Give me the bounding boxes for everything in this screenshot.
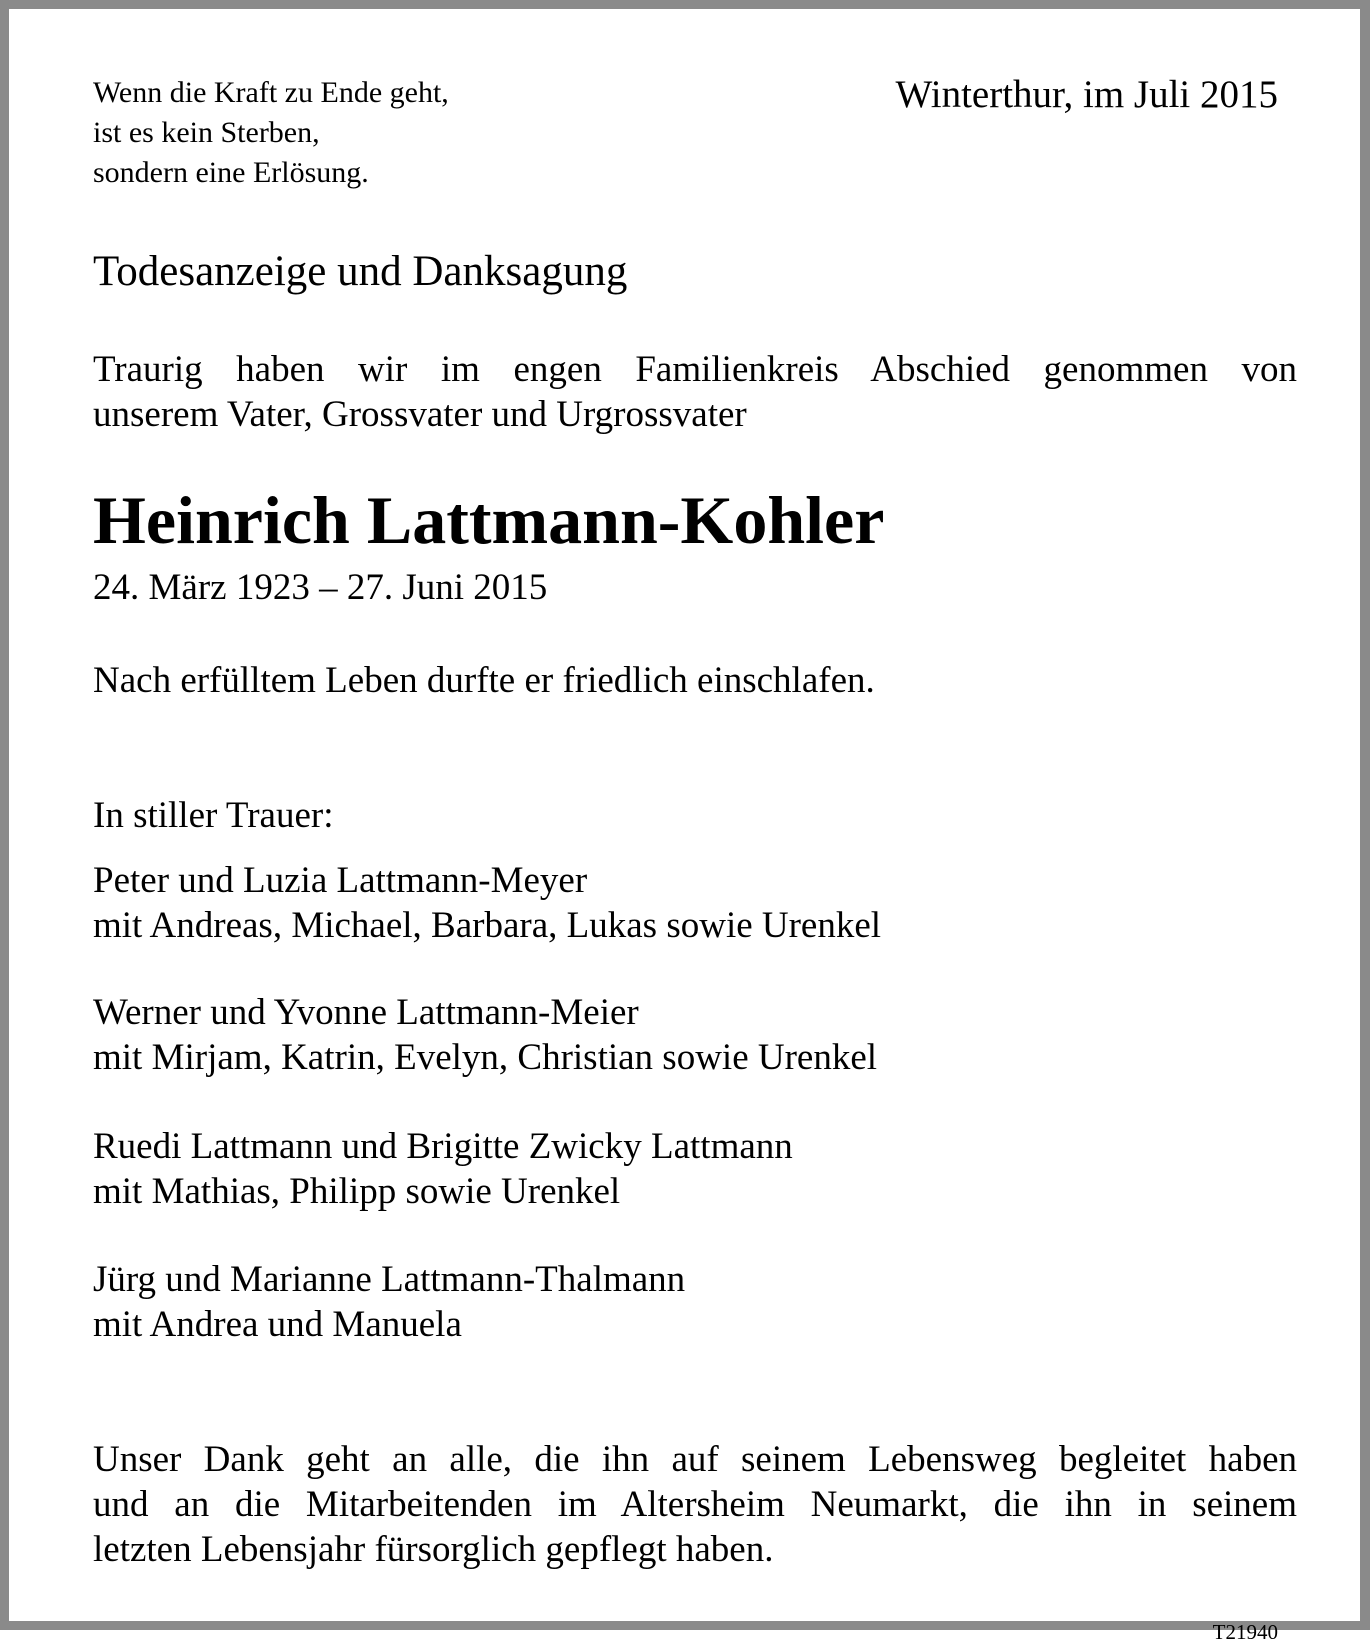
family-names: Jürg und Marianne Lattmann-Thalmann [93,1259,686,1300]
thanks-paragraph [93,1437,1297,1572]
family-entry [93,1124,793,1214]
family-children: mit Mathias, Philipp sowie Urenkel [93,1171,621,1212]
family-children: mit Andrea und Manuela [93,1304,462,1345]
thanks-line: Unser Dank geht an alle, die ihn auf seinem Lebensweg begleitet haben [93,1439,1297,1480]
deceased-lifespan: 24. März 1923 – 27. Juni 2015 [93,567,548,608]
thanks-line: letzten Lebensjahr fürsorglich gepflegt haben. [93,1529,774,1570]
motto-verse [93,73,449,193]
family-entry [93,858,881,948]
motto-line: ist es kein Sterben, [93,116,320,149]
family-names: Werner und Yvonne Lattmann-Meier [93,992,639,1033]
intro-paragraph [93,347,1297,437]
intro-line: Traurig haben wir im engen Familienkreis Abschied genommen von [93,349,1297,390]
family-children: mit Andreas, Michael, Barbara, Lukas sowie Urenkel [93,905,882,946]
peaceful-statement: Nach erfülltem Leben durfte er friedlich einschlafen. [93,660,875,701]
mourning-label: In stiller Trauer: [93,795,334,836]
family-names: Ruedi Lattmann und Brigitte Zwicky Lattmann [93,1126,793,1167]
family-names: Peter und Luzia Lattmann-Meyer [93,860,588,901]
intro-line: unserem Vater, Grossvater und Urgrossvater [93,394,747,435]
notice-heading: Todesanzeige und Danksagung [93,248,628,295]
place-date: Winterthur, im Juli 2015 [895,73,1278,116]
motto-line: sondern eine Erlösung. [93,156,369,189]
family-entry [93,990,877,1080]
deceased-name: Heinrich Lattmann-Kohler [93,482,885,558]
family-children: mit Mirjam, Katrin, Evelyn, Christian sowie Urenkel [93,1037,878,1078]
motto-line: Wenn die Kraft zu Ende geht, [93,76,449,109]
reference-code: T21940 [1212,1620,1278,1644]
family-entry [93,1257,685,1347]
thanks-line: und an die Mitarbeitenden im Altersheim Neumarkt, die ihn in seinem [93,1484,1297,1525]
